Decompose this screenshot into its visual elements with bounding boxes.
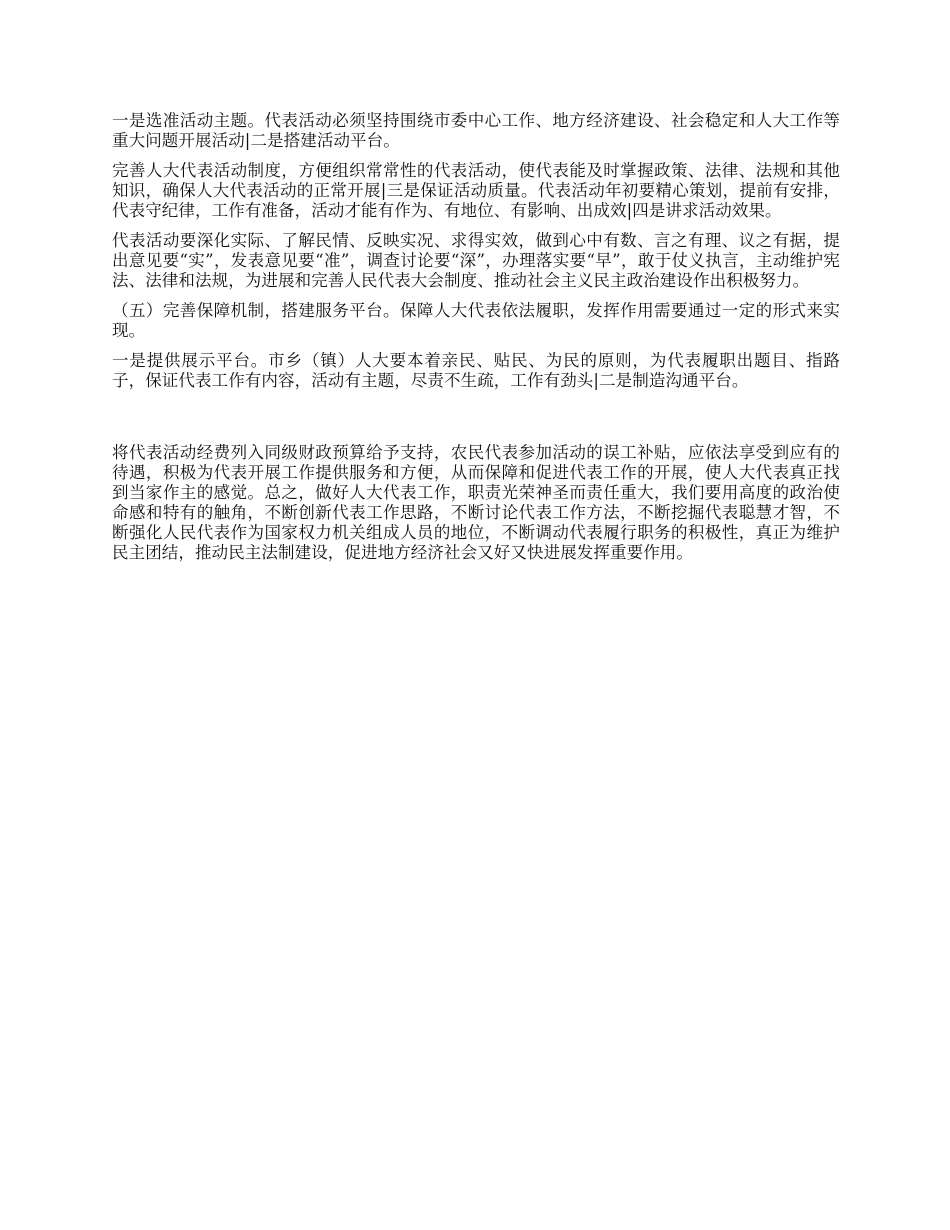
- document-body: [112, 111, 840, 563]
- paragraph-5: 一是提供展示平台。市乡（镇）人大要本着亲民、贴民、为民的原则，为代表履职出题目、指路子，保证代表工作有内容，活动有主题，尽责不生疏，工作有劲头|二是制造沟通平台。: [112, 351, 840, 390]
- paragraph-spacer: [112, 221, 840, 231]
- paragraph-spacer: [112, 291, 840, 301]
- paragraph-2: 完善人大代表活动制度，方便组织常常性的代表活动，使代表能及时掌握政策、法律、法规和其他知识，确保人大代表活动的正常开展|三是保证活动质量。代表活动年初要精心策划，提前有安排，代表守纪律，工作有准备，活动才能有作为、有地位、有影响、出成效|四是讲求活动效果。: [112, 161, 840, 220]
- paragraph-4: （五）完善保障机制，搭建服务平台。保障人大代表依法履职，发挥作用需要通过一定的形式来实现。: [112, 301, 840, 340]
- paragraph-spacer: [112, 151, 840, 161]
- paragraph-6: 将代表活动经费列入同级财政预算给予支持，农民代表参加活动的误工补贴，应依法享受到应有的待遇，积极为代表开展工作提供服务和方便，从而保障和促进代表工作的开展，使人大代表真正找到当家作主的感觉。总之，做好人大代表工作，职责光荣神圣而责任重大，我们要用高度的政治使命感和特有的触角，不断创新代表工作思路，不断讨论代表工作方法，不断挖掘代表聪慧才智，不断强化人民代表作为国家权力机关组成人员的地位，不断调动代表履行职务的积极性，真正为维护民主团结，推动民主法制建设，促进地方经济社会又好又快进展发挥重要作用。: [112, 443, 840, 562]
- paragraph-3: 代表活动要深化实际、了解民情、反映实况、求得实效，做到心中有数、言之有理、议之有据，提出意见要“实”，发表意见要“准”，调查讨论要“深”，办理落实要“早”，敢于仗义执言，主动维护宪法、法律和法规，为进展和完善人民代表大会制度、推动社会主义民主政治建设作出积极努力。: [112, 231, 840, 290]
- paragraph-spacer: [112, 341, 840, 351]
- paragraph-1: 一是选准活动主题。代表活动必须坚持围绕市委中心工作、地方经济建设、社会稳定和人大工作等重大问题开展活动|二是搭建活动平台。: [112, 111, 840, 150]
- section-spacer: [112, 391, 840, 443]
